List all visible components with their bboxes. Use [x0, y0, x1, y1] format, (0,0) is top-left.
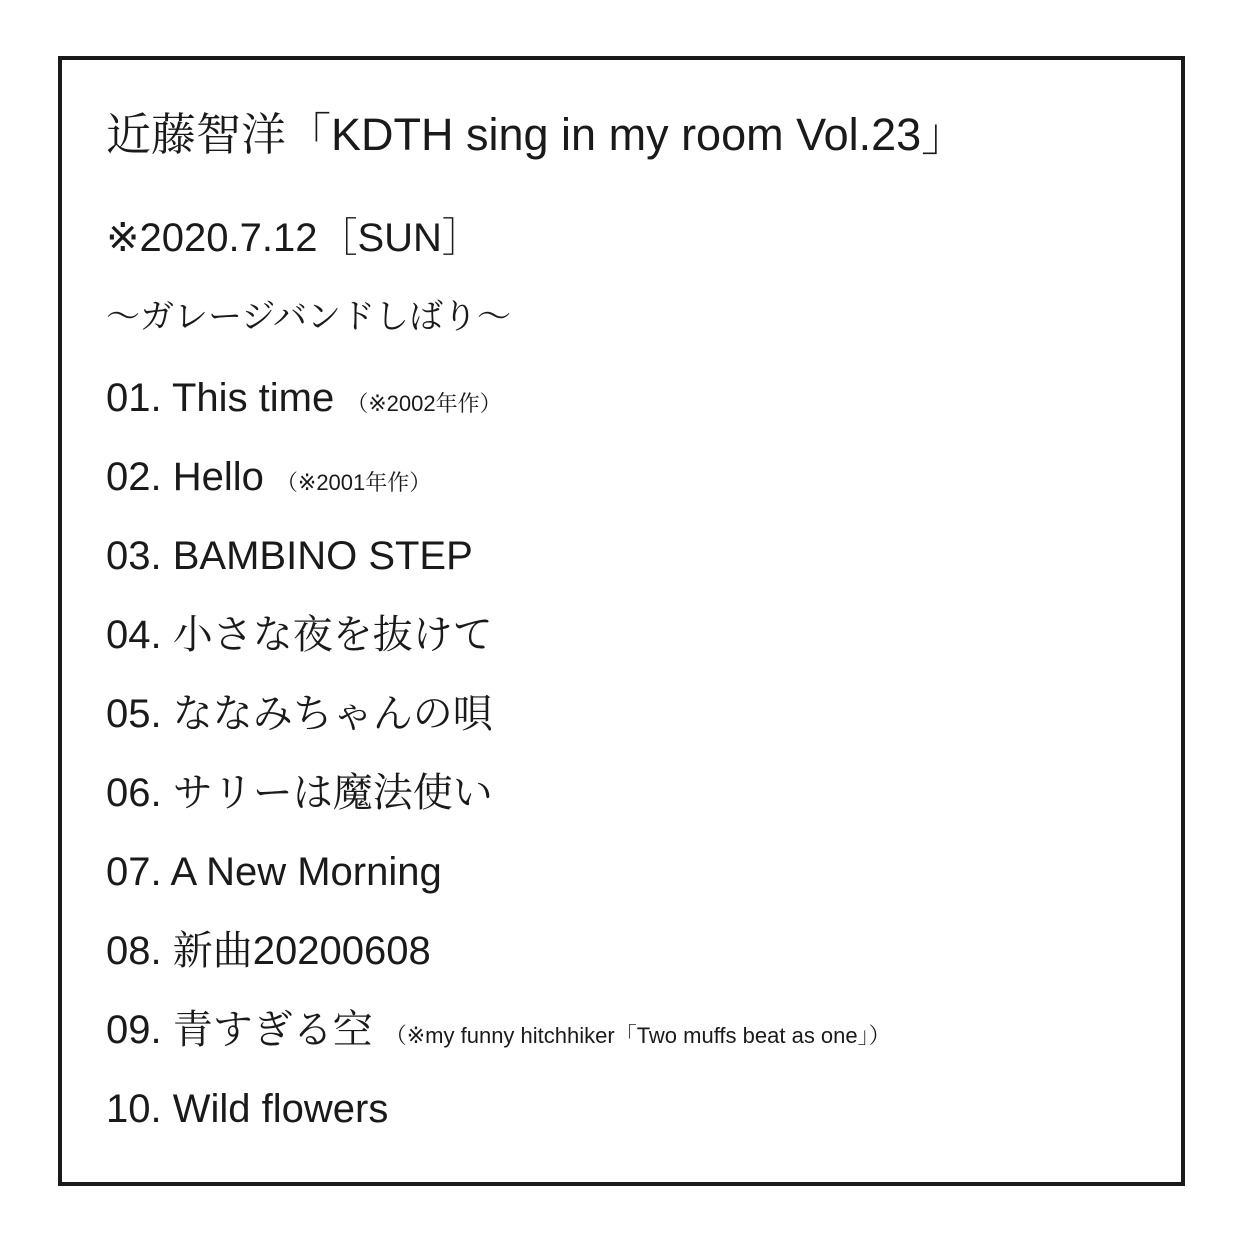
track-item: [106, 1089, 388, 1129]
track-number: 04.: [106, 613, 162, 657]
track-number: 10.: [106, 1087, 162, 1131]
setlist-theme: 〜ガレージバンドしばり〜: [106, 298, 511, 336]
track-item: [106, 1010, 891, 1050]
track-number: 05.: [106, 692, 162, 736]
track-note: （※2001年作）: [275, 470, 432, 495]
track-item: [106, 931, 431, 971]
track-title: Hello: [172, 455, 264, 499]
track-title: 新曲20200608: [172, 929, 431, 973]
track-title: ななみちゃんの唄: [172, 692, 493, 736]
track-item: [106, 536, 473, 576]
track-number: 03.: [106, 534, 162, 578]
track-note: （※my funny hitchhiker「Two muffs beat as one」）: [384, 1023, 891, 1048]
track-title: Wild flowers: [172, 1087, 389, 1131]
track-item: [106, 694, 493, 734]
track-number: 08.: [106, 929, 162, 973]
track-title: サリーは魔法使い: [172, 771, 493, 815]
track-item: [106, 615, 493, 655]
track-number: 06.: [106, 771, 162, 815]
track-number: 02.: [106, 455, 162, 499]
track-title: 青すぎる空: [172, 1008, 373, 1052]
track-item: [106, 852, 442, 892]
track-item: [106, 378, 502, 418]
track-item: [106, 773, 493, 813]
track-number: 07.: [106, 850, 162, 894]
track-title: BAMBINO STEP: [172, 534, 473, 578]
track-title: This time: [172, 376, 335, 420]
track-number: 01.: [106, 376, 162, 420]
track-number: 09.: [106, 1008, 162, 1052]
track-item: [106, 457, 431, 497]
track-title: 小さな夜を抜けて: [172, 613, 493, 657]
event-date: ※2020.7.12［SUN］: [106, 216, 482, 260]
track-note: （※2002年作）: [346, 391, 502, 416]
track-title: A New Morning: [170, 850, 442, 894]
setlist-title: 近藤智洋「KDTH sing in my room Vol.23」: [106, 109, 967, 160]
